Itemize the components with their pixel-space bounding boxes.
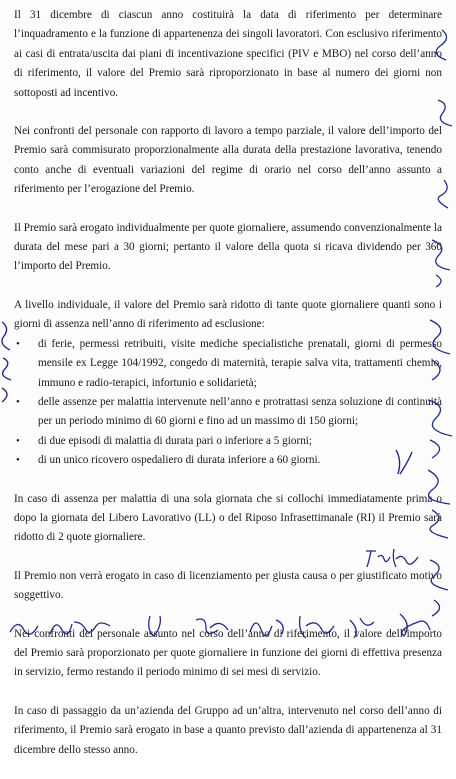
paragraph-group-transfer: In caso di passaggio da un’azienda del Gruppo ad un’altra, intervenuto nel corso dell’anno di riferimento, il Premio sarà erogato in base a quanto previsto dall’azienda di appartenenza al 31 dicembre dello stesso anno. bbox=[14, 704, 442, 756]
bullet-icon: • bbox=[16, 337, 20, 350]
bullet-icon: • bbox=[16, 454, 20, 467]
paragraph-daily-quotas: Il Premio sarà erogato individualmente per quote giornaliere, assumendo convenzionalmente la durata del mese pari a 30 giorni; pertanto il valore della quota si ricava dividendo per 360 l’importo del Premio. bbox=[14, 221, 442, 273]
paragraph-new-hires: Nei confronti del personale assunto nel corso dell’anno di riferimento, il valore dell’importo del Premio sarà proporzionato per quote giornaliere in funzione dei giorni di effettiva presenza in servizio, fermo restando il periodo minimo di sei mesi di servizio. bbox=[14, 627, 442, 679]
exclusion-text: di due episodi di malattia di durata pari o inferiore a 5 giorni; bbox=[38, 434, 313, 447]
list-item bbox=[16, 335, 442, 393]
exclusion-text: delle assenze per malattia intervenute nell’anno e protrattasi senza soluzione di continuità per un periodo minimo di 60 giorni e fino ad un massimo di 150 giorni; bbox=[38, 395, 442, 428]
paragraph-reference-date: Il 31 dicembre di ciascun anno costituirà la data di riferimento per determinare l’inquadramento e la funzione di appartenenza dei singoli lavoratori. Con esclusivo riferimento ai casi di entrata/uscita dai piani di incentivazione specifici (PIV e MBO) nel corso dell’anno di riferimento, il valore del Premio sarà riproporzionato in base al numero dei giorni non sottoposti ad incentivo. bbox=[14, 9, 442, 99]
list-item bbox=[16, 451, 442, 470]
bullet-icon: • bbox=[16, 434, 20, 447]
exclusion-text: di ferie, permessi retribuiti, visite mediche specialistiche prenatali, giorni di permesso mensile ex Legge 104/1992, congedo di maternità, terapie salva vita, trattamenti chemio, immuno e radio-terapici, infortunio e solidarietà; bbox=[38, 337, 442, 389]
paragraph-dismissal: Il Premio non verrà erogato in caso di licenziamento per giusta causa o per giustificato motivo soggettivo. bbox=[14, 569, 442, 602]
paragraph-one-day-illness: In caso di assenza per malattia di una sola giornata che si collochi immediatamente prima o dopo la giornata del Libero Lavorativo (LL) o del Riposo Infrasettimanale (RI) il Premio sarà ridotto di 2 quote giornaliere. bbox=[14, 492, 442, 544]
exclusions-list bbox=[14, 335, 442, 471]
paragraph-absence-reduction: A livello individuale, il valore del Premio sarà ridotto di tante quote giornaliere quanti sono i giorni di assenza nell’anno di riferimento ad esclusione: bbox=[14, 298, 442, 331]
list-item bbox=[16, 432, 442, 451]
document-body bbox=[14, 6, 442, 779]
bullet-icon: • bbox=[16, 395, 20, 408]
paragraph-part-time: Nei confronti del personale con rapporto di lavoro a tempo parziale, il valore dell’importo del Premio sarà commisurato proporzionalmente alla durata della prestazione lavorativa, tenendo conto anche di eventuali variazioni del regime di orario nel corso dell’anno assunto a riferimento per l’erogazione del Premio. bbox=[14, 125, 442, 196]
list-item bbox=[16, 393, 442, 432]
exclusion-text: di un unico ricovero ospedaliero di durata inferiore a 60 giorni. bbox=[38, 454, 321, 467]
